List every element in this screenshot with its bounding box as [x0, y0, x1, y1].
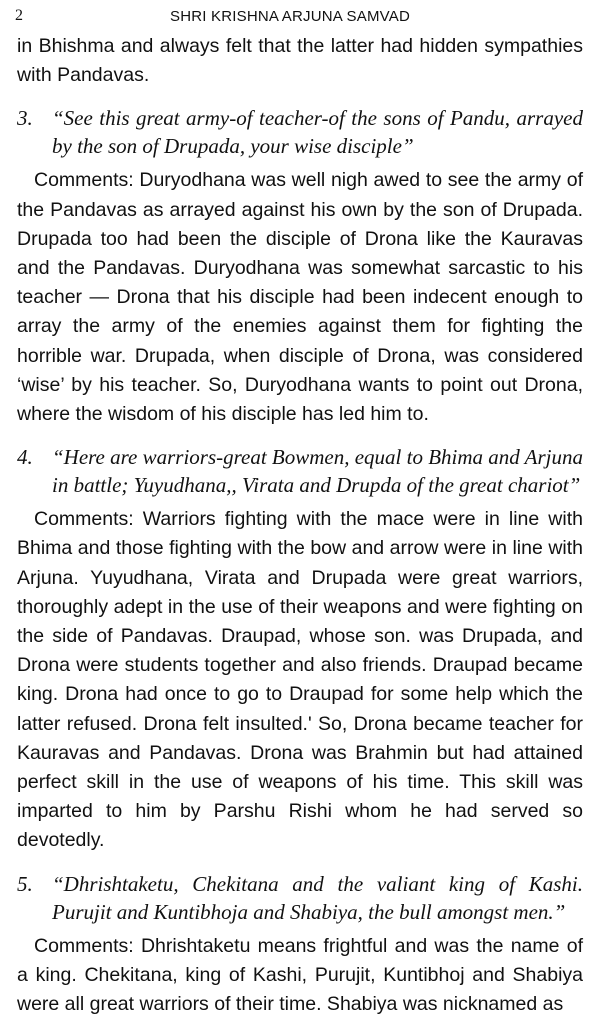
page-number: 2: [15, 7, 23, 24]
continued-paragraph: in Bhishma and always felt that the latter had hidden sympathies with Pandavas.: [17, 35, 583, 87]
comment-paragraph-5: Comments: Dhrishtaketu means frightful and was the name of a king. Chekitana, king of Kashi, Purujit, Kuntibhoj and Shabiya were all great warriors of their time. Shabiya was nicknamed as: [17, 934, 583, 1016]
verse-text: “Here are warriors-great Bowmen, equal to Bhima and Arjuna in battle; Yuyudhana,, Virata and Drupda of the great chariot”: [52, 445, 584, 498]
running-title: SHRI KRISHNA ARJUNA SAMVAD: [170, 8, 410, 25]
verse-3: [17, 104, 583, 160]
verse-text: “See this great army-of teacher-of the sons of Pandu, arrayed by the son of Drupada, your wise disciple”: [52, 106, 583, 159]
page-body: [17, 32, 583, 1019]
comment-paragraph-3: Comments: Duryodhana was well nigh awed to see the army of the Pandavas as arrayed against his own by the son of Drupada. Drupada too had been the disciple of Drona like the Kauravas and the Pandavas. Duryodhana was somewhat sarcastic to his teacher — Drona that his disciple had been indecent enough to array the army of the enemies against them for fighting the horrible war. Drupada, when disciple of Drona, was considered ‘wise’ by his teacher. So, Duryodhana wants to point out Drona, where the wisdom of his disciple has led him to.: [17, 169, 583, 426]
page-header: [0, 0, 600, 30]
verse-4: [17, 443, 583, 499]
verse-number: 3.: [17, 106, 33, 131]
verse-text: “Dhrishtaketu, Chekitana and the valiant king of Kashi. Purujit and Kuntibhoja and Shabiya, the bull amongst men.”: [52, 871, 583, 924]
verse-number: 5.: [17, 871, 33, 896]
comment-paragraph-4: Comments: Warriors fighting with the mace were in line with Bhima and those fighting with the bow and arrow were in line with Arjuna. Yuyudhana, Virata and Drupada were great warriors, thoroughly adept in the use of their weapons and were fighting on the side of Pandavas. Draupad, whose son. was Drupada, and Drona were students together and also friends. Draupad became king. Drona had once to go to Draupad for some help which the latter refused. Drona felt insulted.' So, Drona became teacher for Kauravas and Pandavas. Drona was Brahmin but had attained perfect skill in the use of weapons of his time. This skill was imparted to him by Parshu Rishi whom he had served so devotedly.: [17, 508, 583, 852]
verse-5: [17, 870, 583, 926]
verse-number: 4.: [17, 445, 33, 470]
